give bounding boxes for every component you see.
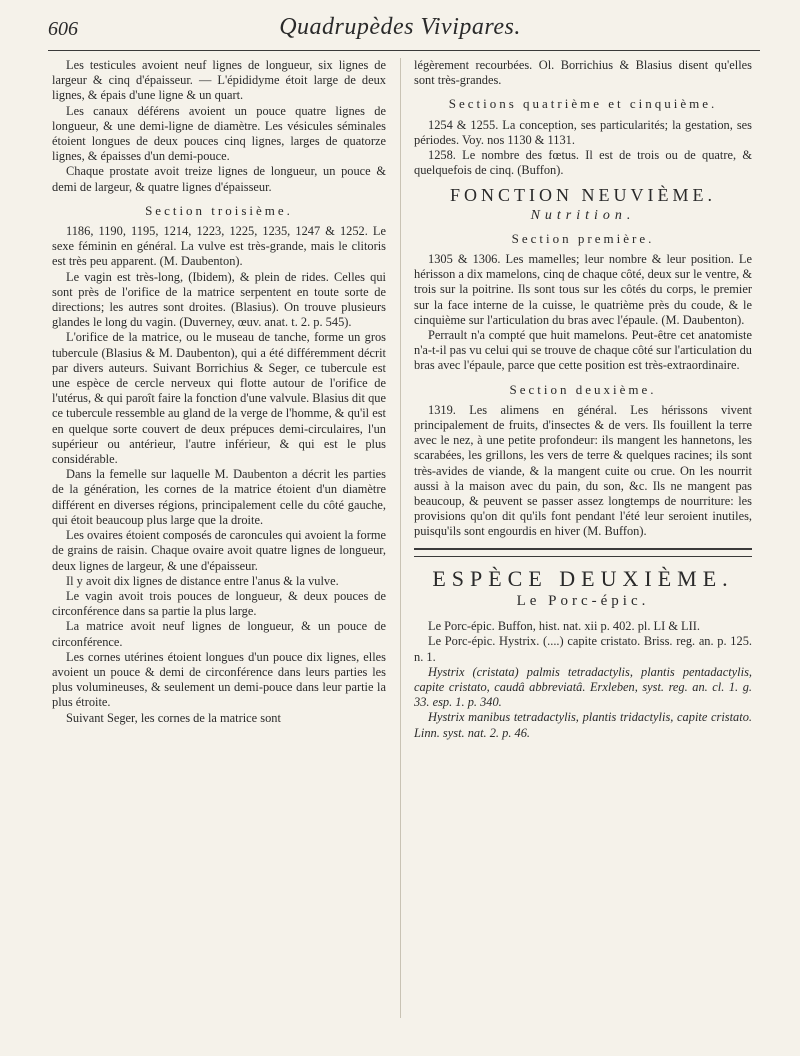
section-heading: Sections quatrième et cinquième. — [448, 96, 718, 112]
paragraph: 1254 & 1255. La conception, ses particularités; la gestation, ses périodes. Voy. nos 1130 & 1131. — [414, 117, 752, 147]
function-subheading: Nutrition. — [530, 207, 636, 223]
running-title: Quadrupèdes Vivipares. — [279, 14, 521, 40]
paragraph: L'orifice de la matrice, ou le museau de tanche, forme un gros tubercule (Blasius & M. Daubenton), qui a été différemment décrit par divers auteurs. Suivant Borrichius & Seger, ce tubercule est une espèce de cercle nerveux qui flotte autour de l'orifice de l'utérus, & qui paroît faire la fonction d'une valvule. Blasius dit que ce tubercule ressemble au gland de la verge de l'homme, & qu'il est en quelque sorte couvert de deux prépuces demi-circulaires, l'un supérieur ou antérieur, l'autre inférieur, & qui est le plus considérable. — [52, 330, 386, 467]
section-heading: Section première. — [511, 230, 655, 246]
header-rule — [48, 50, 760, 51]
section-heading: Section troisième. — [145, 202, 293, 218]
reference-entry: Hystrix manibus tetradactylis, plantis tridactylis, capite cristato. Linn. syst. nat. 2. p. 46. — [414, 710, 752, 740]
section-heading: Section deuxième. — [509, 381, 657, 397]
paragraph: Les ovaires étoient composés de caroncules qui avoient la forme de grains de raisin. Chaque ovaire avoit quatre lignes de longueur, deux lignes de largeur, & une d'épaisseur. — [52, 528, 386, 573]
paragraph-continuation: légèrement recourbées. Ol. Borrichius & Blasius disent qu'elles sont très-grandes. — [414, 58, 752, 88]
paragraph: Les canaux déférens avoient un pouce quatre lignes de longueur, & une demi-ligne de diamètre. Les vésicules séminales étoient longues de deux pouces cinq lignes, larges de quatorze lignes, & épaisses d'un demi-pouce. — [52, 103, 386, 164]
paragraph: Le vagin est très-long, (Ibidem), & plein de rides. Celles qui sont près de l'orifice de la matrice serpentent en toute sorte de directions; les autres sont droites. (Blasius). On trouve plusieurs glandes le long du vagin. (Duverney, œuv. anat. t. 2. p. 545). — [52, 269, 386, 330]
paragraph: 1258. Le nombre des fœtus. Il est de trois ou de quatre, & quelquefois de cinq. (Buffon). — [414, 148, 752, 178]
paragraph: Perrault n'a compté que huit mamelons. Peut-être cet anatomiste n'a-t-il pas vu celui qui se trouve de chaque côté sur l'articulation du bras avec l'épaule, parce que cette position est très-extraordinaire. — [414, 328, 752, 373]
paragraph: Suivant Seger, les cornes de la matrice sont — [66, 710, 281, 725]
paragraph: 1319. Les alimens en général. Les hérissons vivent principalement de fruits, d'insectes & de vers. Ils fouillent la terre avec le nez, à une petite profondeur: ils mangent les hannetons, les scarabées, les grillons, les vers de terre & quelques racines; ils sont très-avides de viande, & la mangent cuite ou crue. On les nourrit aussi à la maison avec du pain, du son, &c. Ils ne mangent pas beaucoup, & peuvent se passer assez longtemps de nourriture: les provisions qu'on dit qu'ils font pendant l'été leur seroient inutiles, puisqu'ils sont engourdis en hiver (M. Buffon). — [414, 402, 752, 539]
left-column — [52, 58, 386, 726]
paragraph: Le vagin avoit trois pouces de longueur, & deux pouces de circonférence dans sa partie la plus large. — [52, 588, 386, 619]
ornament-rule — [414, 548, 752, 557]
species-heading: ESPÈCE DEUXIÈME. — [432, 565, 734, 591]
page-number: 606 — [48, 18, 78, 40]
column-divider — [400, 58, 401, 1018]
species-name: Le Porc-épic. — [516, 592, 650, 609]
paragraph: Il y avoit dix lignes de distance entre l'anus & la vulve. — [66, 573, 339, 588]
right-column — [414, 58, 752, 741]
paragraph: 1305 & 1306. Les mamelles; leur nombre & leur position. Le hérisson a dix mamelons, cinq de chaque côté, deux sur le ventre, & trois sur la poitrine. Ils sont tous sur les côtés du corps, le premier sur la face interne de la cuisse, le quatrième près du coude, & le cinquième sur l'articulation du bras avec l'épaule. (M. Daubenton). — [414, 252, 752, 327]
paragraph: La matrice avoit neuf lignes de longueur, & un pouce de circonférence. — [52, 619, 386, 649]
reference-entry: Le Porc-épic. Hystrix. (....) capite cristato. Briss. reg. an. p. 125. n. 1. — [414, 634, 752, 664]
paragraph: 1186, 1190, 1195, 1214, 1223, 1225, 1235, 1247 & 1252. Le sexe féminin en général. La vulve est très-grande, mais le clitoris est très peu apparent. (M. Daubenton). — [52, 224, 386, 269]
paragraph: Dans la femelle sur laquelle M. Daubenton a décrit les parties de la génération, les cornes de la matrice étoient d'un diamètre différent en diverses régions, principalement celle du côté gauche, qui étoit beaucoup plus large que la droite. — [52, 467, 386, 527]
paragraph: Chaque prostate avoit treize lignes de longueur, un pouce & demi de largeur, & quatre lignes d'épaisseur. — [52, 164, 386, 194]
reference-entry: Hystrix (cristata) palmis tetradactylis, plantis pentadactylis, capite cristato, caudâ abbreviatâ. Erxleben, syst. reg. an. cl. 1. g. 33. esp. 1. p. 340. — [414, 664, 752, 710]
paragraph: Les cornes utérines étoient longues d'un pouce dix lignes, elles avoient un pouce & demi de circonférence dans leurs parties les plus volumineuses, & seulement un demi-pouce dans leur partie la plus étroite. — [52, 649, 386, 710]
reference-entry: Le Porc-épic. Buffon, hist. nat. xii p. 402. pl. LI & LII. — [428, 619, 700, 634]
paragraph: Les testicules avoient neuf lignes de longueur, six lignes de largeur & cinq d'épaisseur. — L'épididyme étoit large de deux lignes, & épais d'une ligne & un quart. — [52, 58, 386, 103]
function-heading: FONCTION NEUVIÈME. — [450, 185, 716, 206]
